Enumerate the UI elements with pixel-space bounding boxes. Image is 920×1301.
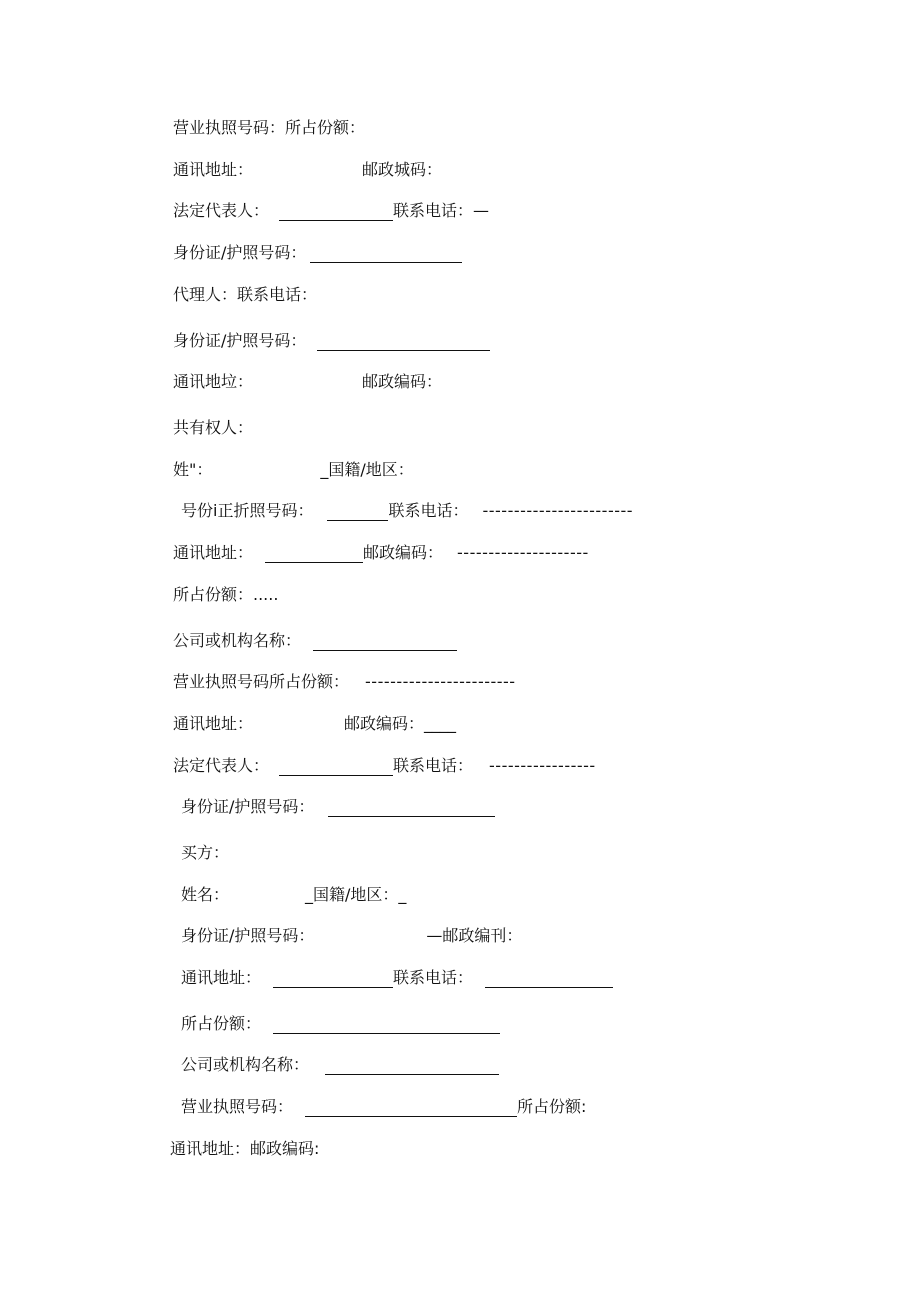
license-number-label: 营业执照号码： [181, 1097, 294, 1116]
address-label: 通讯地址： [173, 714, 254, 733]
id-passport-label: 号份i正折照号码： [181, 501, 314, 520]
share-label: 所占份额: [517, 1097, 587, 1116]
phone-blank[interactable] [485, 972, 613, 988]
form-line-13 [173, 631, 457, 651]
address-label: 通讯地垃： [173, 372, 254, 391]
id-passport-label: 身份证/护照号码： [173, 243, 307, 262]
id-passport-blank[interactable] [327, 505, 388, 521]
license-number-share-label: 营业执照号码所占份额： [173, 672, 350, 691]
form-line-16 [173, 756, 596, 776]
form-line-18 [181, 843, 229, 863]
nationality-label: _国籍/地区： [320, 460, 414, 479]
address-label: 通讯地址： [173, 543, 254, 562]
legal-representative-label: 法定代表人： [173, 756, 270, 775]
phone-label: 联系电话： [393, 968, 474, 987]
id-passport-blank[interactable] [317, 335, 490, 351]
id-passport-label: 身份证/护照号码： [181, 926, 315, 945]
form-line-7 [173, 372, 442, 392]
id-passport-blank[interactable] [310, 247, 462, 263]
form-line-12 [173, 585, 278, 605]
postal-code-label: 邮政编码： [362, 372, 443, 391]
form-line-6 [173, 331, 490, 351]
share-blank[interactable] [273, 1018, 500, 1034]
form-line-3 [173, 201, 489, 221]
form-line-2 [173, 160, 442, 180]
form-line-19 [181, 885, 406, 905]
form-line-8 [173, 418, 253, 438]
legal-representative-blank[interactable] [279, 760, 393, 776]
phone-dash-line: ------------------------ [482, 501, 634, 520]
id-passport-label: 身份证/护照号码： [173, 331, 307, 350]
phone-label: 联系电话： [388, 501, 469, 520]
form-line-10 [181, 501, 633, 521]
form-line-22 [181, 1014, 500, 1034]
postal-code-label: 邮政城码： [362, 160, 443, 179]
share-dash-line: ------------------------ [365, 672, 516, 691]
id-passport-blank[interactable] [328, 801, 495, 817]
postal-code-label: 邮政编码： [363, 543, 444, 562]
name-label: 姓名： [181, 885, 230, 904]
address-blank[interactable] [265, 547, 363, 563]
form-line-14 [173, 672, 516, 692]
postal-code-label: 邮政编码：____ [344, 714, 457, 733]
form-line-1 [173, 118, 365, 138]
name-label: 姓"： [173, 460, 213, 479]
form-line-25 [170, 1139, 319, 1159]
form-line-21 [181, 968, 613, 988]
form-line-11 [173, 543, 589, 563]
address-blank[interactable] [273, 972, 393, 988]
form-line-15 [173, 714, 456, 734]
address-label: 通讯地址： [173, 160, 254, 179]
form-line-17 [181, 797, 495, 817]
form-line-4 [173, 243, 462, 263]
phone-label: 联系电话： [393, 756, 474, 775]
buyer-label: 买方： [181, 843, 230, 862]
share-label: 所占份额：..... [173, 585, 279, 604]
legal-representative-label: 法定代表人： [173, 201, 270, 220]
agent-phone-label: 代理人：联系电话： [173, 285, 318, 304]
share-label: 所占份额： [181, 1014, 262, 1033]
legal-representative-blank[interactable] [279, 205, 393, 221]
id-passport-label: 身份证/护照号码： [181, 797, 315, 816]
form-line-20 [181, 926, 522, 946]
postal-dash-line: --------------------- [457, 543, 589, 562]
license-number-blank[interactable] [305, 1101, 517, 1117]
nationality-label: _国籍/地区：_ [305, 885, 407, 904]
address-label: 通讯地址： [181, 968, 262, 987]
phone-dash-line: ----------------- [489, 756, 596, 775]
postal-code-label: —邮政编刊： [426, 926, 523, 945]
form-line-9 [173, 460, 414, 480]
address-postal-label: 通讯地址：邮政编码: [170, 1139, 320, 1158]
license-number-share-label: 营业执照号码：所占份额： [173, 118, 366, 137]
form-line-24 [181, 1097, 586, 1117]
form-line-5 [173, 285, 317, 305]
company-name-label: 公司或机构名称： [181, 1055, 310, 1074]
company-name-blank[interactable] [313, 635, 457, 651]
form-line-23 [181, 1055, 499, 1075]
company-name-label: 公司或机构名称： [173, 631, 302, 650]
phone-label: 联系电话：— [393, 201, 490, 220]
co-owner-label: 共有权人： [173, 418, 254, 437]
company-name-blank[interactable] [325, 1059, 499, 1075]
